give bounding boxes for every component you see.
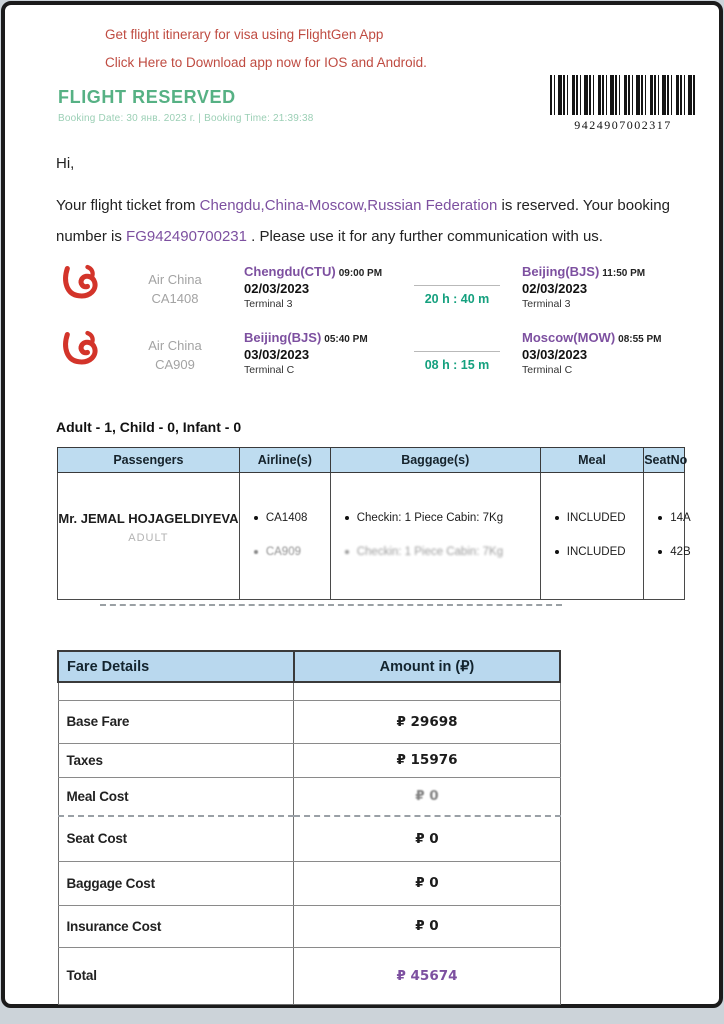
airline-item <box>254 512 330 524</box>
air-china-logo-icon <box>58 327 104 375</box>
arrival-city: Moscow(MOW) <box>522 330 616 345</box>
departure-time: 05:40 PM <box>324 334 368 345</box>
fare-label: Base Fare <box>58 700 294 743</box>
paragraph-text: . Please use it for any further communication with us. <box>246 228 603 245</box>
fare-row-total <box>58 947 560 1004</box>
fare-row-seat-cost <box>58 816 560 861</box>
fare-row-base-fare <box>58 700 560 743</box>
fare-row-taxes <box>58 743 560 777</box>
arrival-date: 02/03/2023 <box>522 281 588 296</box>
fare-amount: ₽ 29698 <box>294 700 560 743</box>
column-header-seatno: SeatNo <box>644 448 685 473</box>
departure-info <box>244 264 396 310</box>
column-header-airlines: Airline(s) <box>239 448 330 473</box>
arrival-city: Beijing(BJS) <box>522 264 600 279</box>
barcode-image <box>550 75 696 115</box>
booking-date-time: Booking Date: 30 янв. 2023 г. | Booking Time: 21:39:38 <box>58 113 314 124</box>
meal-text: INCLUDED <box>566 545 626 558</box>
fare-amount: ₽ 0 <box>294 905 560 947</box>
airline-name: Air China <box>148 338 202 353</box>
fare-amount: ₽ 0 <box>294 861 560 905</box>
booking-number: FG942490700231 <box>126 228 247 245</box>
arrival-info <box>522 330 674 376</box>
departure-terminal: Terminal C <box>244 364 295 376</box>
column-header-amount: Amount in (₽) <box>294 651 560 682</box>
flight-segment-2 <box>58 327 698 391</box>
departure-city: Beijing(BJS) <box>244 330 322 345</box>
bullet-icon <box>254 550 258 554</box>
flight-duration: 20 h : 40 m <box>414 285 500 306</box>
meal-text: INCLUDED <box>566 511 626 524</box>
fare-row-meal-cost <box>58 777 560 816</box>
airline-code: CA909 <box>265 545 301 558</box>
seat-number: 14A <box>670 511 691 524</box>
column-header-passengers: Passengers <box>58 448 240 473</box>
bullet-icon <box>345 550 349 554</box>
fare-amount: ₽ 0 <box>294 816 560 861</box>
arrival-time: 11:50 PM <box>602 268 646 279</box>
column-header-fare-details: Fare Details <box>58 651 294 682</box>
arrival-date: 03/03/2023 <box>522 347 588 362</box>
meal-item <box>555 546 643 558</box>
seat-number: 42B <box>670 545 691 558</box>
fare-amount: ₽ 0 <box>294 777 560 816</box>
departure-city: Chengdu(CTU) <box>244 264 336 279</box>
fare-row-insurance-cost <box>58 905 560 947</box>
promo-text-link[interactable]: Get flight itinerary for visa using FlightGen App <box>105 27 384 42</box>
airline-item <box>254 546 330 558</box>
departure-terminal: Terminal 3 <box>244 298 293 310</box>
passenger-table <box>57 447 691 600</box>
bullet-icon <box>658 550 662 554</box>
arrival-info <box>522 264 674 310</box>
flight-number: CA909 <box>155 357 195 372</box>
flight-reserved-title: FLIGHT RESERVED <box>58 87 236 107</box>
total-amount: ₽ 45674 <box>294 947 560 1004</box>
baggage-text: Checkin: 1 Piece Cabin: 7Kg <box>356 511 504 524</box>
air-china-logo-icon <box>58 261 104 309</box>
arrival-terminal: Terminal 3 <box>522 298 571 310</box>
watermark-smudge-line <box>100 604 562 606</box>
route-text: Chengdu,China-Moscow,Russian Federation <box>199 197 498 214</box>
flight-segments <box>58 261 698 393</box>
passenger-type: ADULT <box>128 531 169 544</box>
departure-time: 09:00 PM <box>338 268 383 279</box>
paragraph-text: Your flight ticket from <box>56 197 200 214</box>
barcode-number: 9424907002317 <box>574 118 672 132</box>
fare-row-baggage-cost <box>58 861 560 905</box>
meal-item <box>555 512 643 524</box>
promo-header <box>105 27 427 83</box>
passenger-count-summary: Adult - 1, Child - 0, Infant - 0 <box>56 419 242 435</box>
baggage-text: Checkin: 1 Piece Cabin: 7Kg <box>356 545 504 558</box>
flight-segment-1 <box>58 261 698 325</box>
booking-paragraph <box>56 190 674 252</box>
seat-item <box>658 545 691 558</box>
airline-code: CA1408 <box>265 511 308 524</box>
bullet-icon <box>658 516 662 520</box>
passenger-table-header-row <box>58 448 685 473</box>
paragraph-text: is reserved. Your booking number is <box>56 197 670 245</box>
table-spacer-row <box>58 473 685 488</box>
bullet-icon <box>555 550 559 554</box>
departure-info <box>244 330 396 376</box>
arrival-terminal: Terminal C <box>522 364 573 376</box>
barcode <box>548 75 698 133</box>
passenger-name: Mr. JEMAL HOJAGELDIYEVA <box>58 510 239 526</box>
column-header-meal: Meal <box>540 448 643 473</box>
flight-number: CA1408 <box>151 291 199 306</box>
fare-label: Taxes <box>58 743 294 777</box>
baggage-item <box>345 546 540 558</box>
column-header-baggage: Baggage(s) <box>330 448 540 473</box>
bullet-icon <box>555 516 559 520</box>
arrival-time: 08:55 PM <box>618 334 662 345</box>
fare-spacer-row <box>58 682 560 700</box>
fare-table-header-row <box>58 651 560 682</box>
flight-reserved-banner <box>58 87 314 124</box>
airline-info <box>134 336 216 374</box>
fare-label: Insurance Cost <box>58 905 294 947</box>
fare-label: Baggage Cost <box>58 861 294 905</box>
seat-item <box>658 511 691 524</box>
fare-amount: ₽ 15976 <box>294 743 560 777</box>
fare-details-table <box>57 650 561 1005</box>
airline-name: Air China <box>148 272 202 287</box>
itinerary-page <box>1 1 723 1008</box>
fare-label: Meal Cost <box>58 777 294 816</box>
departure-date: 02/03/2023 <box>244 281 310 296</box>
promo-download-link[interactable]: Click Here to Download app now for IOS and Android. <box>105 55 427 70</box>
fare-label: Seat Cost <box>58 816 294 861</box>
bullet-icon <box>254 516 258 520</box>
greeting-text: Hi, <box>56 155 75 172</box>
departure-date: 03/03/2023 <box>244 347 310 362</box>
total-label: Total <box>58 947 294 1004</box>
flight-duration: 08 h : 15 m <box>414 351 500 372</box>
bullet-icon <box>345 516 349 520</box>
passenger-row <box>58 488 685 600</box>
airline-info <box>134 270 216 308</box>
baggage-item <box>345 512 540 524</box>
